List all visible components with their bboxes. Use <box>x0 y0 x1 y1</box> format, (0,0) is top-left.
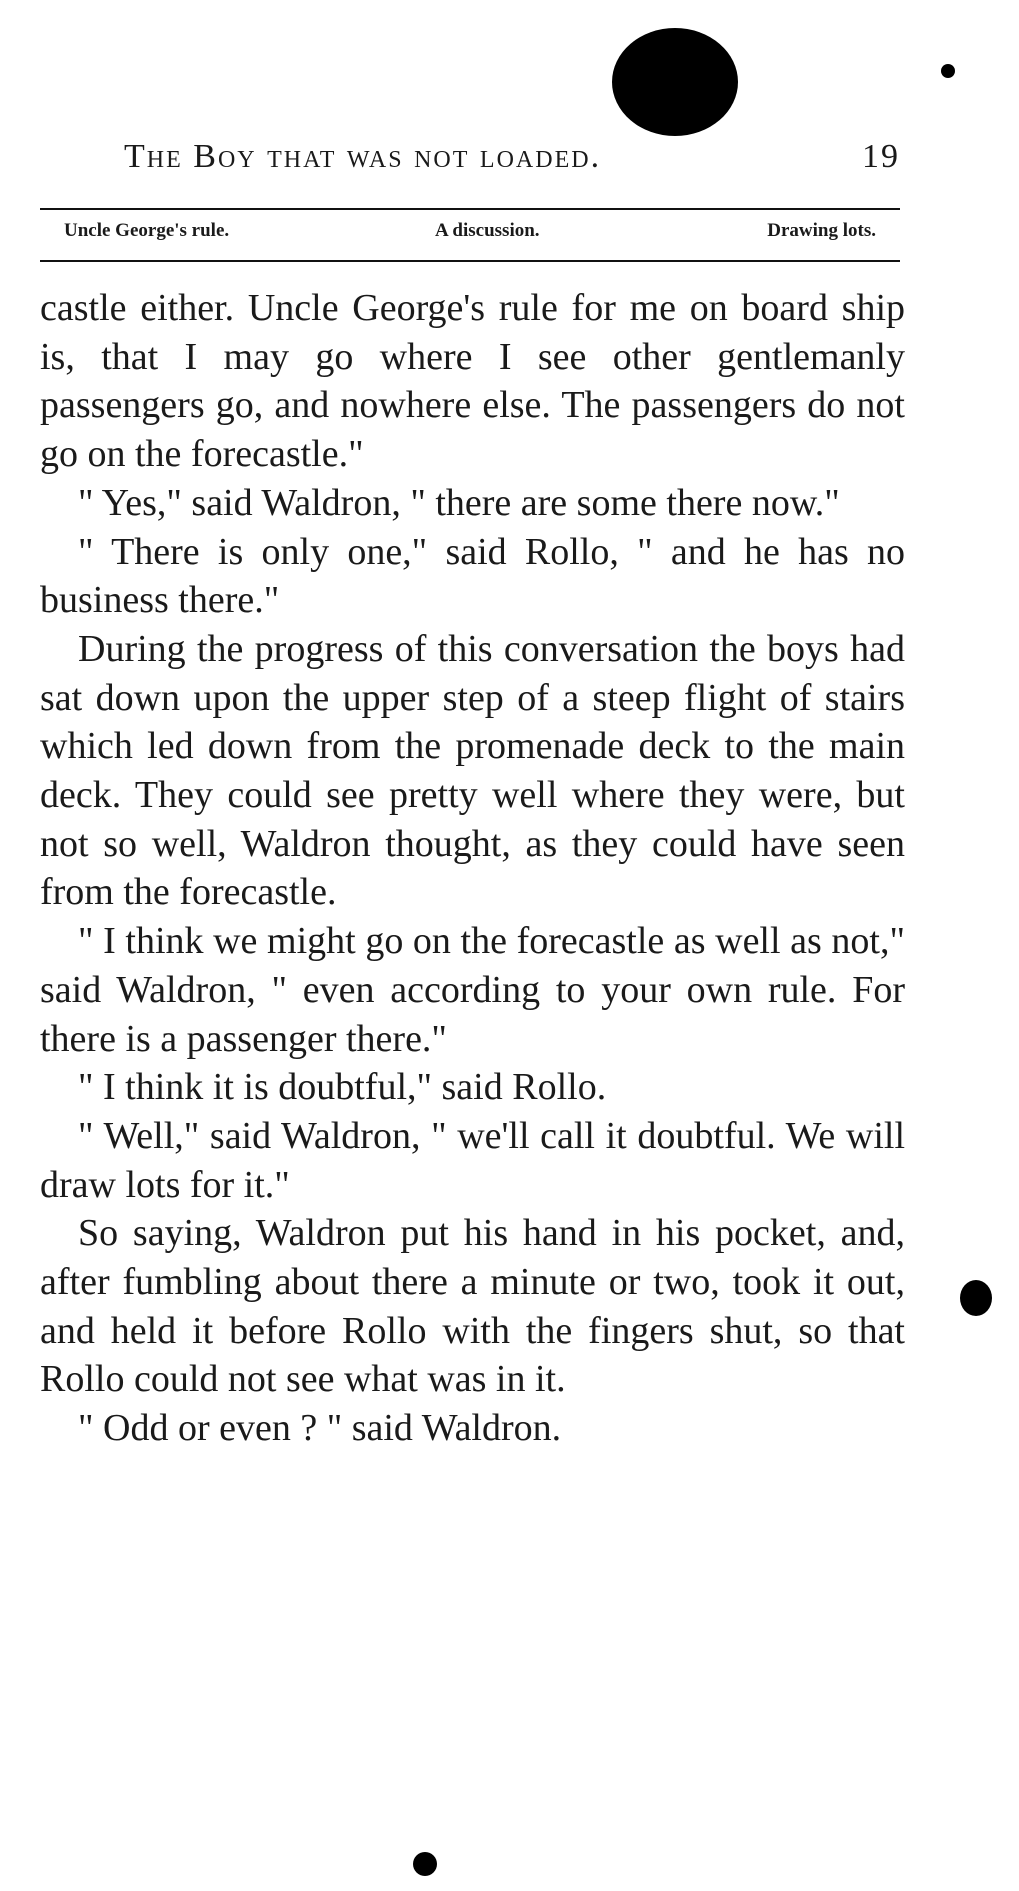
page-number: 19 <box>862 138 900 175</box>
paragraph: During the progress of this conversation the boys had sat down upon the upper step of a steep flight of stairs which led down from the promenade deck to the main deck. They could see pretty well where they were, but not so well, Waldron thought, as they could have seen from the forecastle. <box>40 627 905 914</box>
paragraph: " Well," said Waldron, " we'll call it doubtful. We will draw lots for it." <box>40 1114 905 1206</box>
paragraph: castle either. Uncle George's rule for me on board ship is, that I may go where I see other gentlemanly passengers go, and nowhere else. The passengers do not go on the forecastle." <box>40 287 905 476</box>
subheadings <box>40 220 900 250</box>
page-title: The Boy that was not loaded. <box>124 138 602 175</box>
ink-spot <box>960 1280 992 1316</box>
ink-blot <box>612 28 738 136</box>
paragraph: " Yes," said Waldron, " there are some there now." <box>78 481 840 524</box>
paragraph: So saying, Waldron put his hand in his pocket, and, after fumbling about there a minute or two, took it out, and held it before Rollo with the fingers shut, so that Rollo could not see what was in it. <box>40 1212 905 1401</box>
paragraph: " I think it is doubtful," said Rollo. <box>78 1066 607 1109</box>
paragraph: " Odd or even ? " said Waldron. <box>78 1407 562 1450</box>
running-head <box>40 138 900 188</box>
paragraph: " There is only one," said Rollo, " and he has no business there." <box>40 530 905 622</box>
header-rule-top <box>40 208 900 210</box>
subheading-left: Uncle George's rule. <box>64 220 230 241</box>
body-text <box>40 284 905 1453</box>
subheading-right: Drawing lots. <box>767 220 876 241</box>
paragraph: " I think we might go on the forecastle as well as not," said Waldron, " even according to your own rule. For there is a passenger there." <box>40 920 905 1060</box>
ink-spot <box>413 1852 437 1876</box>
header-rule-bottom <box>40 260 900 262</box>
subheading-center: A discussion. <box>435 220 540 241</box>
ink-spot <box>941 64 955 78</box>
